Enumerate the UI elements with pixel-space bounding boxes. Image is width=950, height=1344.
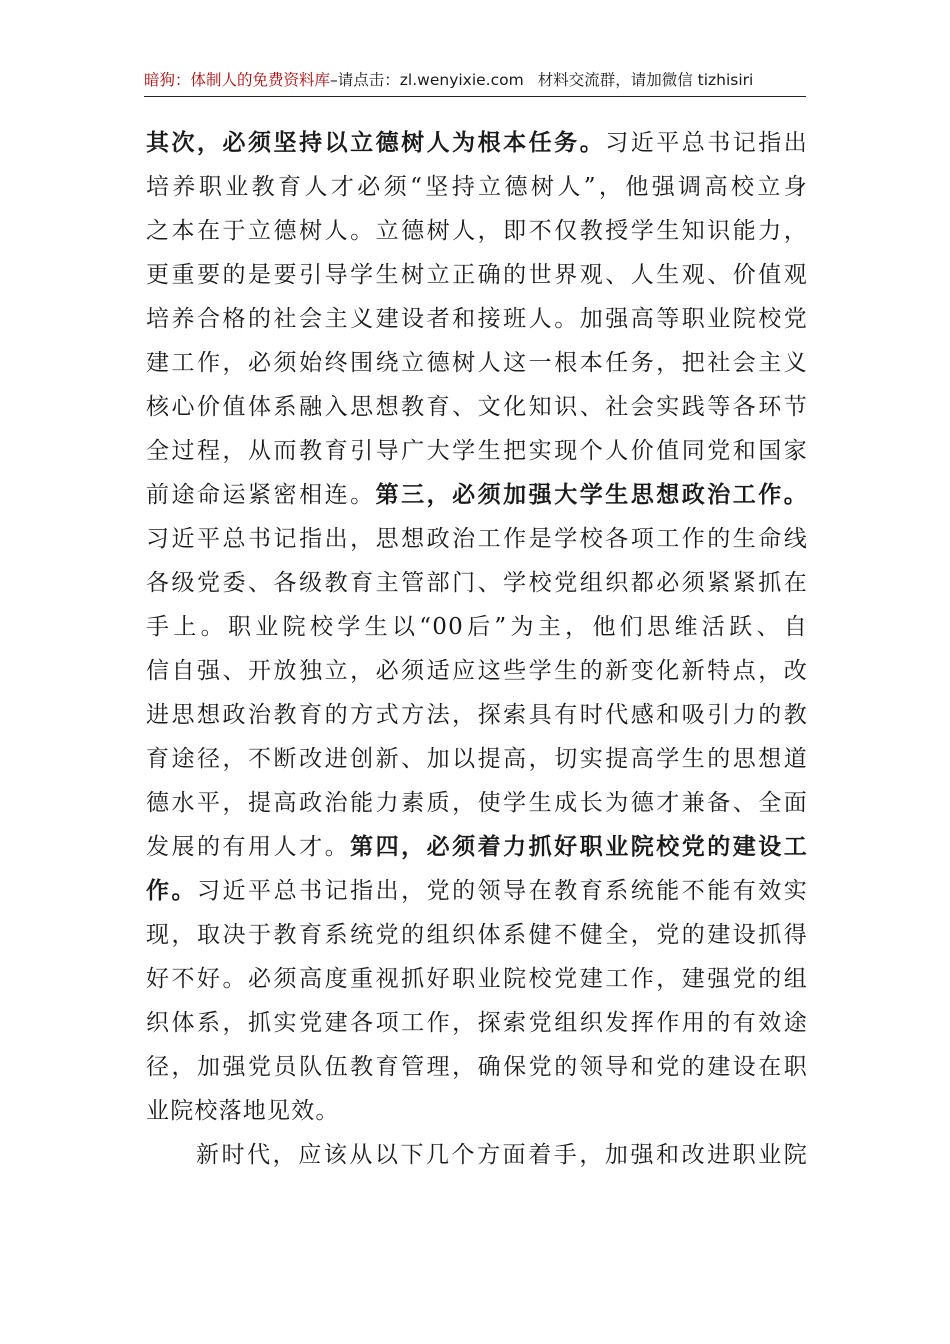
paragraph-line: 业院校落地见效。	[146, 1098, 340, 1124]
paragraph-line: 发展的有用人才。第四，必须着力抓好职业院校党的建设工	[146, 833, 808, 860]
paragraph-line: 作。习近平总书记指出，党的领导在教育系统能不能有效实	[146, 877, 808, 904]
paragraph-line: 各级党委、各级教育主管部门、学校党组织都必须紧紧抓在	[146, 570, 808, 596]
paragraph-line: 现，取决于教育系统党的组织体系健不健全，党的建设抓得	[146, 922, 808, 948]
paragraph-line: 前途命运紧密相连。第三，必须加强大学生思想政治工作。	[146, 481, 808, 508]
paragraph-line: 新时代，应该从以下几个方面着手，加强和改进职业院	[196, 1142, 808, 1168]
paragraph-line: 培养合格的社会主义建设者和接班人。加强高等职业院校党	[146, 306, 808, 332]
paragraph-line: 核心价值体系融入思想教育、文化知识、社会实践等各环节	[146, 394, 808, 420]
paragraph-line: 建工作，必须始终围绕立德树人这一根本任务，把社会主义	[146, 350, 808, 376]
paragraph-line: 习近平总书记指出，思想政治工作是学校各项工作的生命线	[146, 526, 808, 552]
bold-heading: 第四，必须着力抓好职业院校党的建设工	[350, 833, 808, 860]
page-header	[144, 66, 806, 97]
bold-heading: 作。	[146, 877, 198, 904]
paragraph-line: 德水平，提高政治能力素质，使学生成长为德才兼备、全面	[146, 790, 808, 816]
paragraph-line: 其次，必须坚持以立德树人为根本任务。习近平总书记指出	[146, 129, 808, 156]
paragraph-line: 培养职业教育人才必须“坚持立德树人”，他强调高校立身	[146, 174, 808, 200]
paragraph-line: 育途径，不断改进创新、加以提高，切实提高学生的思想道	[146, 746, 808, 772]
header-click-prompt: –请点击：	[330, 71, 400, 89]
bold-heading: 其次，必须坚持以立德树人为根本任务。	[146, 129, 606, 156]
paragraph-line: 织体系，抓实党建各项工作，探索党组织发挥作用的有效途	[146, 1010, 808, 1036]
header-site-name: 暗狗：体制人的免费资料库	[144, 71, 331, 89]
paragraph-line: 径，加强党员队伍教育管理，确保党的领导和党的建设在职	[146, 1054, 808, 1080]
paragraph-line: 信自强、开放独立，必须适应这些学生的新变化新特点，改	[146, 658, 808, 684]
paragraph-line: 之本在于立德树人。立德树人，即不仅教授学生知识能力，	[146, 218, 808, 244]
header-url-link[interactable]: zl.wenyixie.com	[399, 71, 524, 89]
paragraph-line: 全过程，从而教育引导广大学生把实现个人价值同党和国家	[146, 438, 808, 464]
paragraph-line: 好不好。必须高度重视抓好职业院校党建工作，建强党的组	[146, 966, 808, 992]
paragraph-line: 进思想政治教育的方式方法，探索具有时代感和吸引力的教	[146, 702, 808, 728]
document-body	[146, 121, 808, 1177]
paragraph-line: 更重要的是要引导学生树立正确的世界观、人生观、价值观	[146, 262, 808, 288]
header-wechat-note: 材料交流群，请加微信 tizhisiri	[537, 71, 754, 89]
bold-heading: 第三，必须加强大学生思想政治工作。	[375, 481, 808, 508]
paragraph-line: 手上。职业院校学生以“00后”为主，他们思维活跃、自	[146, 614, 808, 640]
